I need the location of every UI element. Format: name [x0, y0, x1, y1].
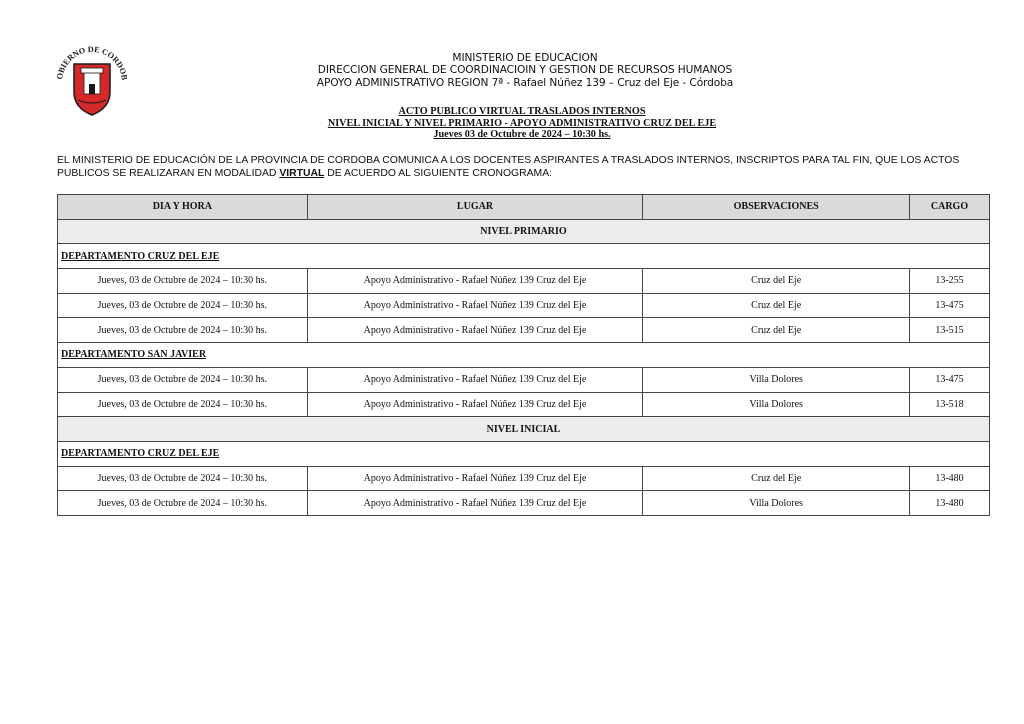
table-header-row — [58, 195, 990, 220]
intro-paragraph — [57, 154, 993, 180]
subtitle-level: NIVEL INICIAL Y NIVEL PRIMARIO - APOYO ADMINISTRATIVO CRUZ DEL EJE — [327, 117, 717, 129]
cell-cargo: 13-475 — [910, 293, 990, 318]
header-cargo: CARGO — [910, 195, 990, 220]
header-observaciones: OBSERVACIONES — [643, 195, 910, 220]
logo-text: OBIERNO DE CORDOB — [55, 44, 129, 81]
header-lugar: LUGAR — [307, 195, 643, 220]
cell-cargo: 13-518 — [910, 392, 990, 417]
subtitle-date: Jueves 03 de Octubre de 2024 – 10:30 hs. — [433, 129, 611, 141]
cell-place: Apoyo Administrativo - Rafael Núñez 139 Cruz del Eje — [307, 392, 643, 417]
table-row — [58, 392, 990, 417]
cell-date: Jueves, 03 de Octubre de 2024 – 10:30 hs. — [58, 466, 308, 491]
cell-date: Jueves, 03 de Octubre de 2024 – 10:30 hs. — [58, 491, 308, 516]
coat-of-arms-logo — [50, 40, 134, 120]
department-san-javier: DEPARTAMENTO SAN JAVIER — [58, 343, 990, 368]
table-row — [58, 318, 990, 343]
section-row — [58, 417, 990, 442]
cell-place: Apoyo Administrativo - Rafael Núñez 139 Cruz del Eje — [307, 466, 643, 491]
department-row — [58, 244, 990, 269]
header-directorate: DIRECCION GENERAL DE COORDINACIOIN Y GESTION DE RECURSOS HUMANOS — [317, 64, 733, 77]
cell-date: Jueves, 03 de Octubre de 2024 – 10:30 hs. — [58, 293, 308, 318]
cell-place: Apoyo Administrativo - Rafael Núñez 139 Cruz del Eje — [307, 318, 643, 343]
cell-cargo: 13-480 — [910, 466, 990, 491]
header-dia-hora: DIA Y HORA — [58, 195, 308, 220]
cell-observation: Cruz del Eje — [643, 293, 910, 318]
intro-text-2: DE ACUERDO AL SIGUIENTE CRONOGRAMA: — [324, 168, 553, 179]
header-office: APOYO ADMINISTRATIVO REGION 7ª - Rafael Núñez 139 – Cruz del Eje - Córdoba — [316, 76, 734, 89]
department-cruz-del-eje: DEPARTAMENTO CRUZ DEL EJE — [58, 441, 990, 466]
cell-observation: Villa Dolores — [643, 367, 910, 392]
cell-observation: Cruz del Eje — [643, 466, 910, 491]
cell-observation: Villa Dolores — [643, 491, 910, 516]
intro-emphasis: VIRTUAL — [279, 168, 325, 179]
cell-place: Apoyo Administrativo - Rafael Núñez 139 Cruz del Eje — [307, 269, 643, 294]
department-row — [58, 343, 990, 368]
table-row — [58, 491, 990, 516]
department-row — [58, 441, 990, 466]
cell-cargo: 13-515 — [910, 318, 990, 343]
cell-observation: Cruz del Eje — [643, 269, 910, 294]
cell-place: Apoyo Administrativo - Rafael Núñez 139 Cruz del Eje — [307, 367, 643, 392]
intro-text-1: EL MINISTERIO DE EDUCACIÓN DE LA PROVINCIA DE CORDOBA COMUNICA A LOS DOCENTES ASPIRANTES A TRASLADOS INTERNOS, INSCRIPTOS PARA TAL FIN, QUE LOS ACTOS PUBLICOS SE REALIZARAN EN MODALIDAD — [57, 155, 960, 179]
cell-date: Jueves, 03 de Octubre de 2024 – 10:30 hs. — [58, 269, 308, 294]
table-row — [58, 367, 990, 392]
department-cruz-del-eje: DEPARTAMENTO CRUZ DEL EJE — [58, 244, 990, 269]
cell-cargo: 13-475 — [910, 367, 990, 392]
cell-date: Jueves, 03 de Octubre de 2024 – 10:30 hs. — [58, 318, 308, 343]
document-subtitle — [250, 106, 794, 141]
section-row — [58, 219, 990, 244]
document-header — [290, 52, 760, 89]
cell-observation: Cruz del Eje — [643, 318, 910, 343]
cell-cargo: 13-255 — [910, 269, 990, 294]
cell-date: Jueves, 03 de Octubre de 2024 – 10:30 hs. — [58, 392, 308, 417]
table-row — [58, 293, 990, 318]
cell-observation: Villa Dolores — [643, 392, 910, 417]
cell-date: Jueves, 03 de Octubre de 2024 – 10:30 hs. — [58, 367, 308, 392]
table-row — [58, 466, 990, 491]
cell-place: Apoyo Administrativo - Rafael Núñez 139 Cruz del Eje — [307, 293, 643, 318]
section-nivel-primario: NIVEL PRIMARIO — [58, 219, 990, 244]
schedule-table — [57, 194, 990, 516]
table-row — [58, 269, 990, 294]
section-nivel-inicial: NIVEL INICIAL — [58, 417, 990, 442]
cell-place: Apoyo Administrativo - Rafael Núñez 139 Cruz del Eje — [307, 491, 643, 516]
subtitle-act: ACTO PUBLICO VIRTUAL TRASLADOS INTERNOS — [398, 106, 646, 117]
header-ministry: MINISTERIO DE EDUCACION — [452, 52, 598, 64]
cell-cargo: 13-480 — [910, 491, 990, 516]
